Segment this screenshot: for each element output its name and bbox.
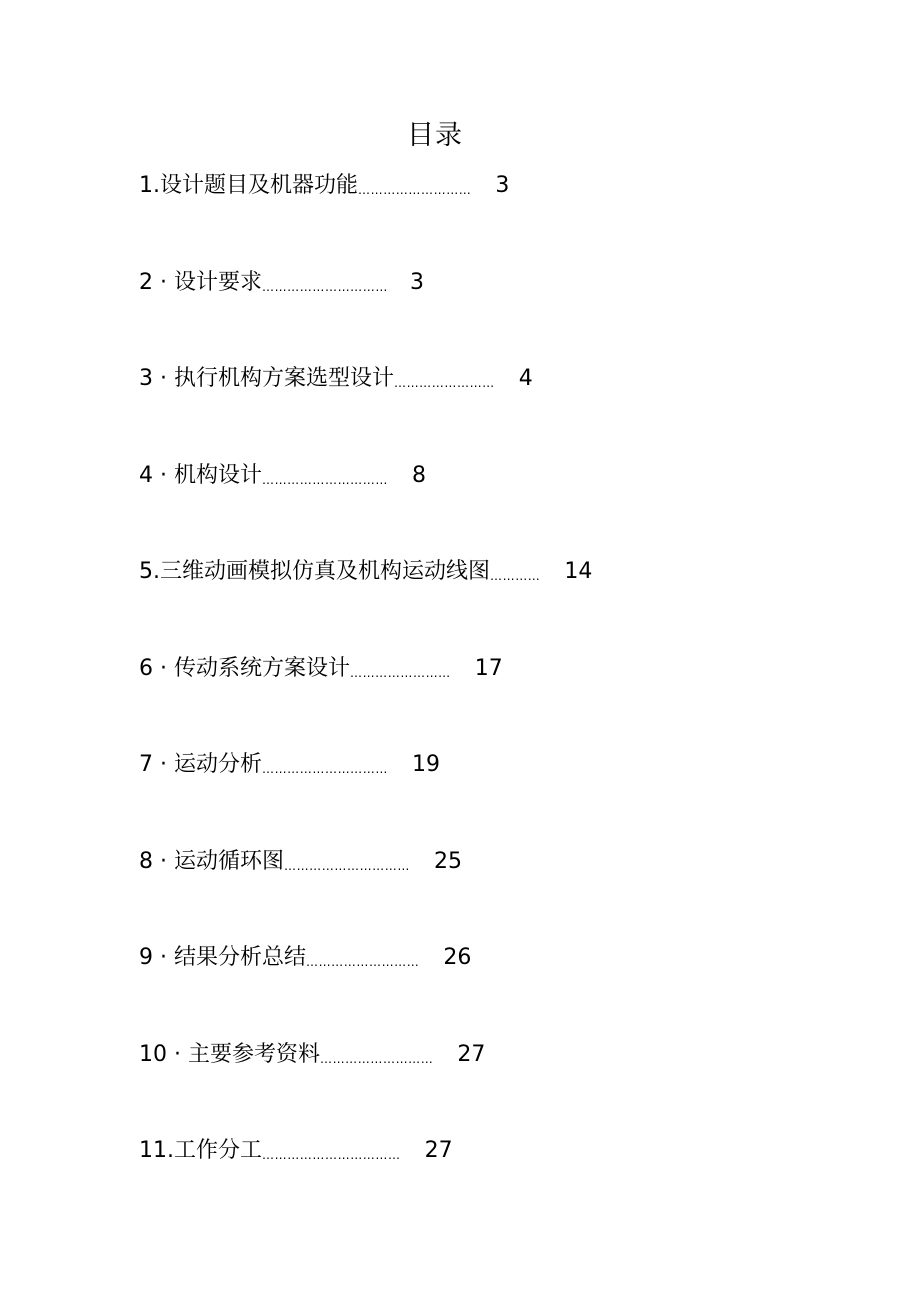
toc-title: 目录 (407, 120, 463, 151)
toc-entry-label: 6 · 传动系统方案设计 (139, 655, 350, 681)
toc-entry-label: 7 · 运动分析 (139, 752, 262, 777)
toc-entry-label: 1.设计题目及机器功能 (139, 173, 358, 198)
toc-entry (139, 552, 592, 649)
toc-page-number: 3 (495, 173, 510, 198)
toc-leader-dots: ………………………… (261, 472, 388, 487)
toc-entry (139, 649, 592, 746)
toc-entry-label: 3 · 执行机构方案选型设计 (139, 366, 394, 391)
toc-entry (139, 456, 592, 553)
toc-leader-dots: ………… (490, 569, 541, 583)
toc-page-number: 17 (474, 655, 503, 681)
toc-entry-label: 9 · 结果分析总结 (139, 945, 306, 970)
toc-entry-label: 5.三维动画模拟仿真及机构运动线图 (139, 559, 490, 584)
toc-entry-label: 4 · 机构设计 (139, 462, 262, 488)
toc-page-number: 27 (424, 1138, 453, 1163)
toc-leader-dots: ………………………… (261, 762, 388, 776)
toc-page-number: 8 (411, 462, 426, 488)
toc-entry (139, 938, 592, 1035)
toc-page-number: 27 (457, 1041, 486, 1067)
toc-entry (139, 842, 592, 939)
toc-leader-dots: …………………………… (262, 1148, 401, 1162)
toc-leader-dots: ……………………… (319, 1051, 434, 1066)
toc-entry-label: 2 · 设计要求 (139, 269, 262, 295)
toc-entry (139, 1035, 592, 1132)
toc-entry (139, 166, 592, 263)
toc-entry (139, 1131, 592, 1228)
toc-entry-label: 10 · 主要参考资料 (139, 1041, 320, 1067)
toc-leader-dots: ………………………… (261, 279, 388, 294)
toc-entry-label: 11.工作分工 (139, 1138, 262, 1163)
toc-entry (139, 263, 592, 360)
toc-page-number: 4 (518, 366, 533, 391)
toc-page-number: 19 (411, 752, 440, 777)
toc-entry (139, 745, 592, 842)
toc-leader-dots: …………………… (393, 376, 495, 390)
toc-leader-dots: …………………… (349, 665, 451, 680)
toc-page-number: 25 (433, 848, 462, 874)
toc-page-number: 26 (443, 945, 472, 970)
toc-entry (139, 359, 592, 456)
toc-entry-label: 8 · 运动循环图 (139, 848, 284, 874)
toc-leader-dots: ………………………… (283, 858, 410, 873)
toc-page-number: 3 (409, 269, 424, 295)
toc-page-number: 14 (564, 559, 593, 584)
toc-leader-dots: ……………………… (305, 955, 420, 969)
toc-list (139, 166, 592, 1228)
toc-leader-dots: ……………………… (358, 183, 472, 197)
